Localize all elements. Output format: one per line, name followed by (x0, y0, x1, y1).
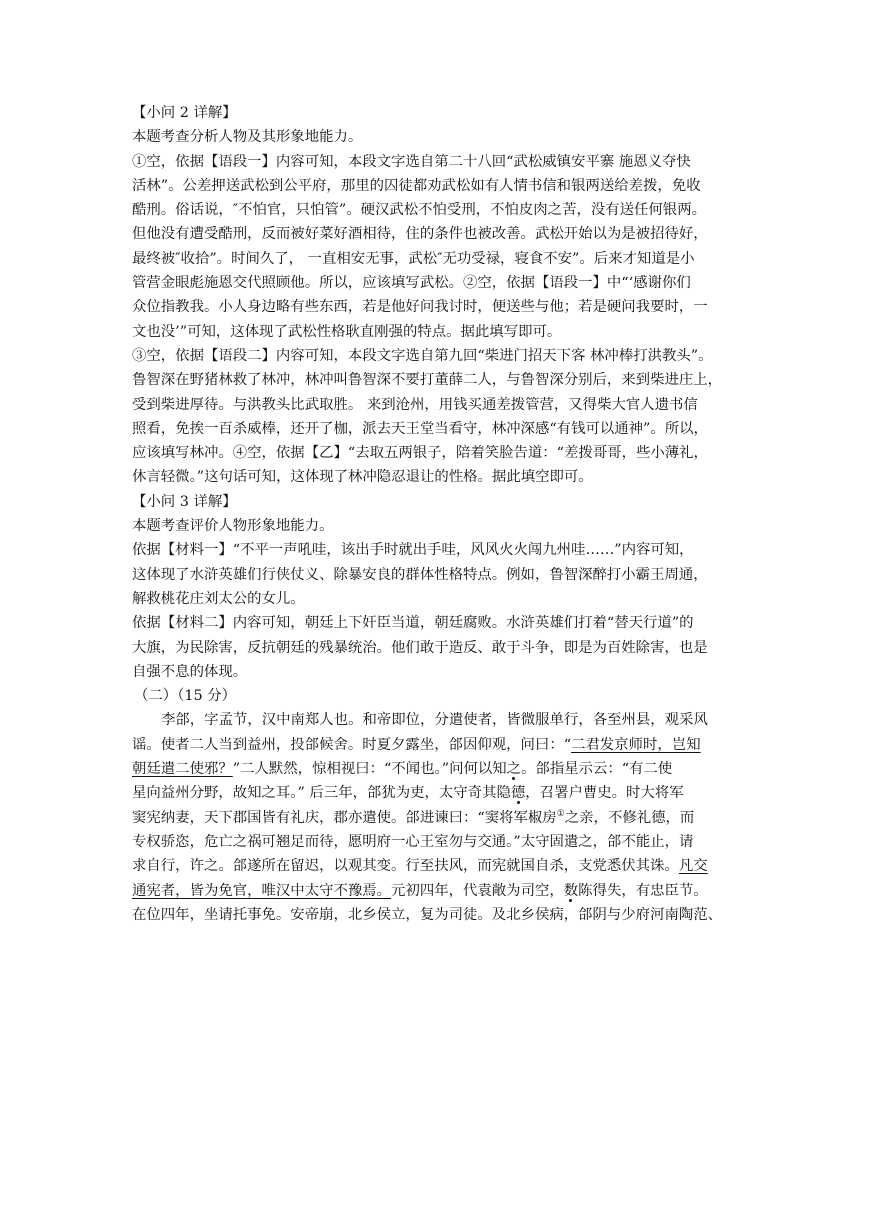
q2-line: 鲁智深在野猪林救了林冲，林冲叫鲁智深不要打董薛二人，与鲁智深分别后，来到柴进庄上， (132, 372, 723, 389)
underlined-sentence: 二君发京师时，岂知 (571, 736, 701, 753)
passage-text: ”二人默然，惊相视曰：“不闻也。”问何以知 (232, 761, 507, 778)
dotted-character: 之 (506, 761, 522, 778)
dotted-character: 数 (563, 882, 579, 899)
q2-heading: 【小问 2 详解】 (132, 105, 237, 121)
q3-line: 自强不息的体现。 (132, 663, 248, 680)
passage-text: 窦宪纳妻，天下郡国皆有礼庆，郡亦遣使。郃进谏曰：“窦将军椒房 (132, 809, 557, 826)
passage-text: 元初四年，代袁敞为司空， (391, 882, 564, 899)
q2-line: 应该填写林冲。④空，依据【乙】“去取五两银子，陪着笑脸告道：“差拨哥哥，些小薄礼， (132, 445, 708, 462)
q2-line: 管营金眼彪施恩交代照顾他。所以，应该填写武松。②空，依据【语段一】中“‘感谢你们 (132, 275, 691, 292)
passage-text: ，召署户曹史。时大将军 (525, 785, 684, 802)
q2-line: 本题考查分析人物及其形象地能力。 (132, 129, 363, 146)
q2-line: 酷刑。俗话说，″不怕官，只怕管”。硬汉武松不怕受刑，不怕皮肉之苦，没有送任何银两。 (132, 202, 706, 219)
q2-line: 但他没有遭受酷刑，反而被好菜好酒相待，住的条件也被改善。武松开始以为是被招待好， (132, 226, 708, 243)
passage-line: 专权骄恣，危亡之祸可翘足而待，愿明府一心王室勿与交通。”太守固遣之，郃不能止，请 (132, 833, 694, 850)
q2-line: ③空，依据【语段二】内容可知，本段文字选自第九回“柴进门招天下客 林冲棒打洪教头”。 (132, 347, 713, 364)
underlined-sentence: 朝廷遣二使邪？ (132, 761, 233, 778)
passage-line (132, 854, 740, 878)
q2-line: ①空，依据【语段一】内容可知，本段文字选自第二十八回“武松威镇安平寨 施恩义夺快 (132, 153, 691, 170)
underlined-sentence: 凡交 (678, 858, 708, 875)
q3-explanation (132, 514, 740, 684)
classical-passage (132, 708, 740, 927)
passage-text: 。郃指星示云：“有二使 (521, 761, 673, 778)
q3-line: 大旗，为民除害，反抗朝廷的残暴统治。他们敢于造反、敢于斗争，即是为百姓除害，也是 (132, 639, 708, 656)
q3-line: 依据【材料二】内容可知，朝廷上下奸臣当道，朝廷腐败。水浒英雄们打着“替天行道”的 (132, 615, 694, 632)
passage-text: 陈得失，有忠臣节。 (578, 882, 708, 899)
q2-line: 活林”。公差押送武松到公平府，那里的囚徒都劝武松如有人情书信和银两送给差拨，免收 (132, 177, 701, 194)
section-heading: （二）（15 分） (134, 688, 237, 705)
passage-line (132, 733, 740, 757)
passage-line: 李郃，字孟节，汉中南郑人也。和帝即位，分遣使者，皆微服单行，各至州县，观采风 (161, 712, 708, 729)
q2-line: 照看，免挨一百杀威棒，还开了枷，派去天王堂当看守，林冲深感“有钱可以通神”。所以， (132, 420, 708, 437)
passage-text: 谣。使者二人当到益州，投郃候舍。时夏夕露坐，郃因仰观，问曰：“ (132, 736, 572, 753)
q3-line: 解救桃花庄刘太公的女儿。 (132, 590, 305, 607)
passage-text: 星向益州分野，故知之耳。” 后三年，郃犹为吏，太守奇其隐 (132, 785, 511, 802)
q2-line: 文也没’”可知，这体现了武松性格耿直刚强的特点。据此填写即可。 (132, 323, 562, 340)
underlined-sentence: 通宪者，皆为免官，唯汉中太守不豫焉。 (132, 882, 392, 899)
q2-line: 众位指教我。小人身边略有些东西，若是他好问我讨时，便送些与他；若是硬问我要时，一 (132, 299, 708, 316)
q3-line: 这体现了水浒英雄们行侠仗义、除暴安良的群体性格特点。例如，鲁智深醉打小霸王周通， (132, 566, 708, 583)
passage-line (132, 781, 740, 805)
q2-line: 受到柴进厚待。与洪教头比武取胜。 来到沧州，用钱买通差拨管营，又得柴大官人遗书信 (132, 396, 698, 413)
q3-heading: 【小问 3 详解】 (132, 493, 237, 510)
passage-line (132, 879, 740, 903)
q3-line: 本题考查评价人物形象地能力。 (132, 518, 334, 535)
dotted-character: 德 (510, 785, 526, 802)
passage-line: 在位四年，坐请托事免。安帝崩，北乡侯立，复为司徒。及北乡侯病，郃阴与少府河南陶范、 (132, 906, 723, 923)
q3-line: 依据【材料一】“不平一声吼哇，该出手时就出手哇，风风火火闯九州哇……”内容可知， (132, 542, 694, 559)
passage-text: 求自行，许之。郃遂所在留迟，以观其变。行至扶风，而宪就国自杀，支党悉伏其诛。 (132, 858, 679, 875)
q2-line: 休言轻微。”这句话可知，这体现了林冲隐忍退让的性格。据此填空即可。 (132, 469, 593, 486)
passage-line (132, 757, 740, 781)
q2-line: 最终被″收拾”。时间久了， 一直相安无事，武松″无功受禄，寝食不安”。后来才知道是小 (132, 250, 695, 267)
passage-text: 之亲，不修礼德，而 (564, 809, 695, 826)
document-body (132, 101, 740, 927)
footnote-marker: ① (556, 808, 565, 819)
q2-explanation (132, 125, 740, 489)
passage-line (132, 806, 740, 830)
